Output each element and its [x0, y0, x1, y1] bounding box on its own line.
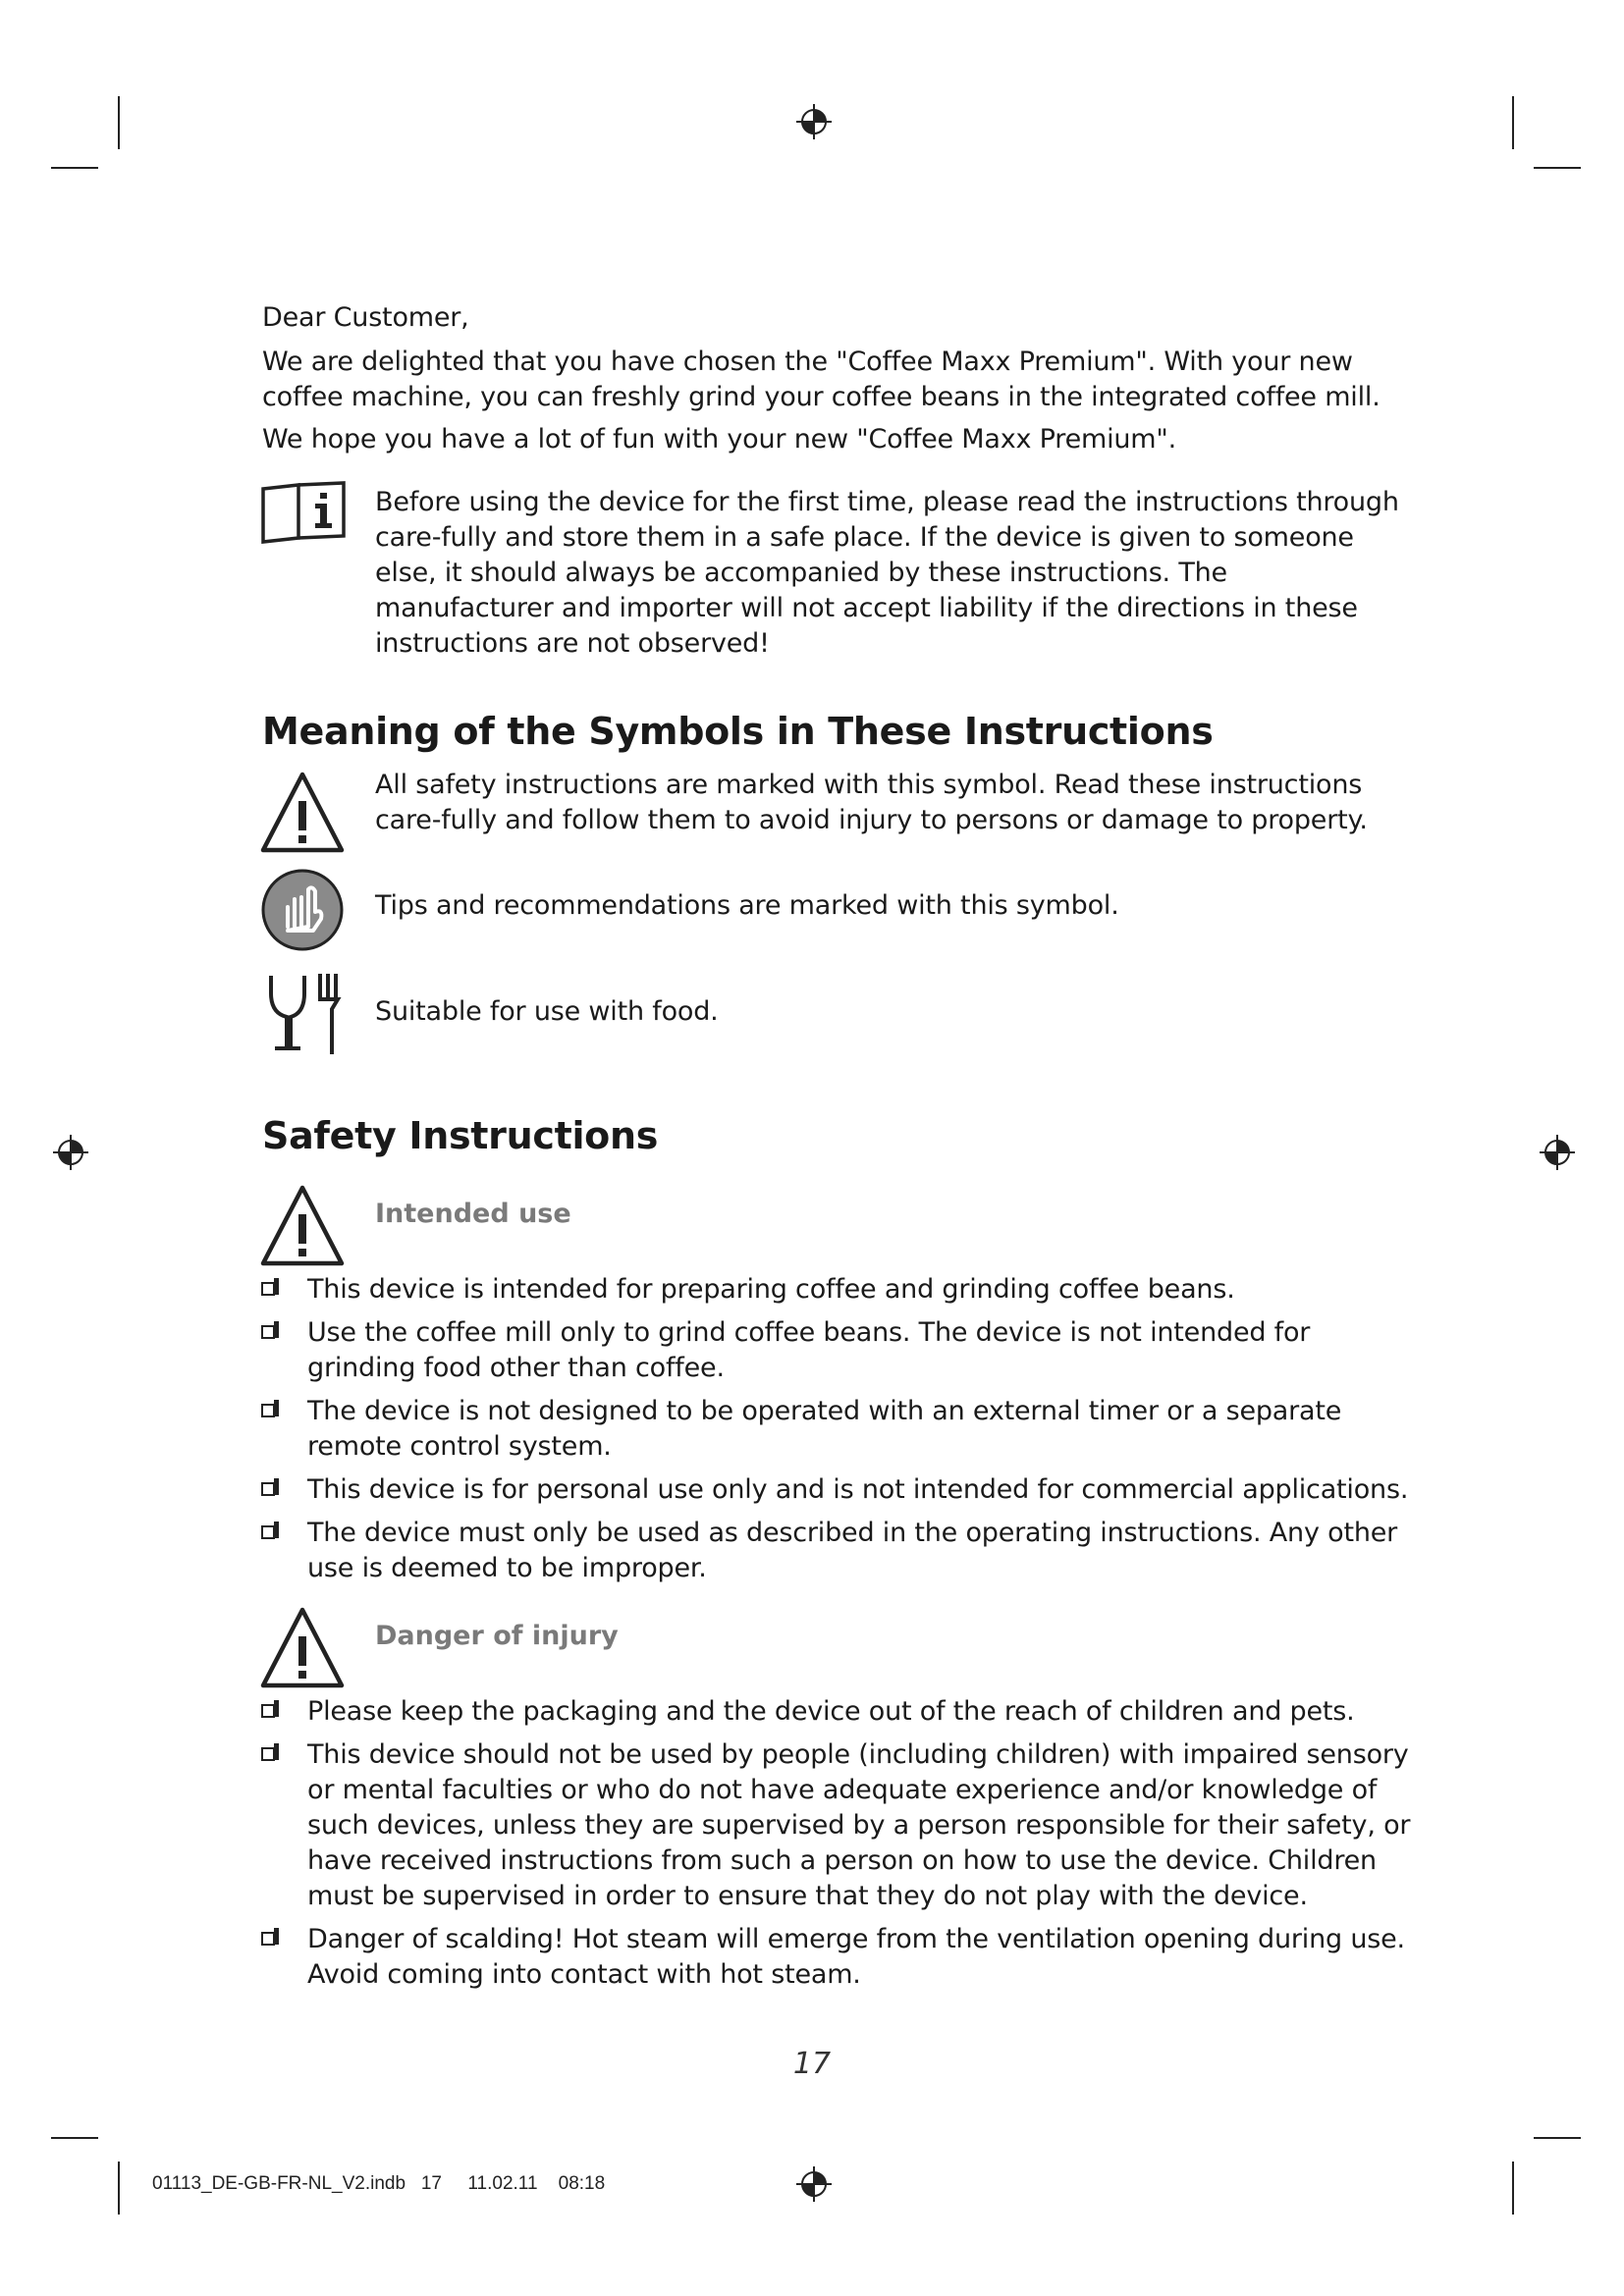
registration-mark-icon	[794, 2164, 834, 2204]
intended-use-list	[257, 1272, 1426, 1594]
warning-triangle-icon	[258, 1605, 347, 1689]
list-item: This device is intended for preparing coffee and grinding coffee beans.	[257, 1272, 1426, 1308]
print-footer: 01113_DE-GB-FR-NL_V2.indb 17 11.02.11 08:18	[152, 2173, 606, 2194]
crop-mark	[118, 96, 120, 149]
warning-triangle-icon	[258, 1183, 347, 1267]
food-symbol-text: Suitable for use with food.	[375, 996, 719, 1027]
danger-list	[257, 1694, 1426, 2001]
warning-triangle-icon	[258, 770, 347, 854]
tips-hand-icon	[258, 868, 347, 952]
crop-mark	[51, 2137, 98, 2139]
list-item: Danger of scalding! Hot steam will emerge from the ventilation opening during use. Avoid coming into contact with hot steam.	[257, 1922, 1426, 1993]
food-safe-icon	[263, 970, 352, 1058]
safety-heading: Safety Instructions	[262, 1114, 659, 1157]
intro-paragraph: We hope you have a lot of fun with your new "Coffee Maxx Premium".	[262, 424, 1177, 454]
list-item: This device should not be used by people (including children) with impaired sensory or mental faculties or who do not have adequate experience and/or knowledge of such devices, unless they are supervised by a person responsible for their safety, or have received instructions from such a person on how to use the device. Children must be supervised in order to ensure that they do not play with the device.	[257, 1737, 1426, 1914]
crop-mark	[1512, 96, 1514, 149]
list-item: Use the coffee mill only to grind coffee beans. The device is not intended for grinding food other than coffee.	[257, 1315, 1426, 1386]
tips-symbol-text: Tips and recommendations are marked with this symbol.	[375, 890, 1119, 921]
danger-subheading: Danger of injury	[375, 1621, 619, 1651]
intro-paragraph: We are delighted that you have chosen the "Coffee Maxx Premium". With your new coffee machine, you can freshly grind your coffee beans in the integrated coffee mill.	[262, 347, 1380, 412]
registration-mark-icon	[51, 1133, 90, 1172]
page-number: 17	[792, 2047, 832, 2081]
intended-use-subheading: Intended use	[375, 1199, 571, 1229]
registration-mark-icon	[1538, 1133, 1577, 1172]
list-item: Please keep the packaging and the device out of the reach of children and pets.	[257, 1694, 1426, 1730]
list-item: This device is for personal use only and is not intended for commercial applications.	[257, 1472, 1426, 1508]
symbols-heading: Meaning of the Symbols in These Instructions	[262, 710, 1214, 753]
crop-mark	[118, 2162, 120, 2215]
registration-mark-icon	[794, 102, 834, 141]
info-note: Before using the device for the first time, please read the instructions through care-fully and store them in a safe place. If the device is given to someone else, it should always be accompanied by these instructions. The manufacturer and importer will not accept liability if the directions in these instructions are not observed!	[375, 487, 1399, 659]
crop-mark	[51, 167, 98, 169]
crop-mark	[1512, 2162, 1514, 2215]
crop-mark	[1534, 167, 1581, 169]
list-item: The device is not designed to be operated with an external timer or a separate remote control system.	[257, 1394, 1426, 1465]
crop-mark	[1534, 2137, 1581, 2139]
salutation: Dear Customer,	[262, 302, 469, 333]
read-manual-icon	[259, 479, 348, 544]
safety-symbol-text: All safety instructions are marked with this symbol. Read these instructions care-fully and follow them to avoid injury to persons or damage to property.	[375, 770, 1368, 835]
list-item: The device must only be used as described in the operating instructions. Any other use is deemed to be improper.	[257, 1516, 1426, 1586]
